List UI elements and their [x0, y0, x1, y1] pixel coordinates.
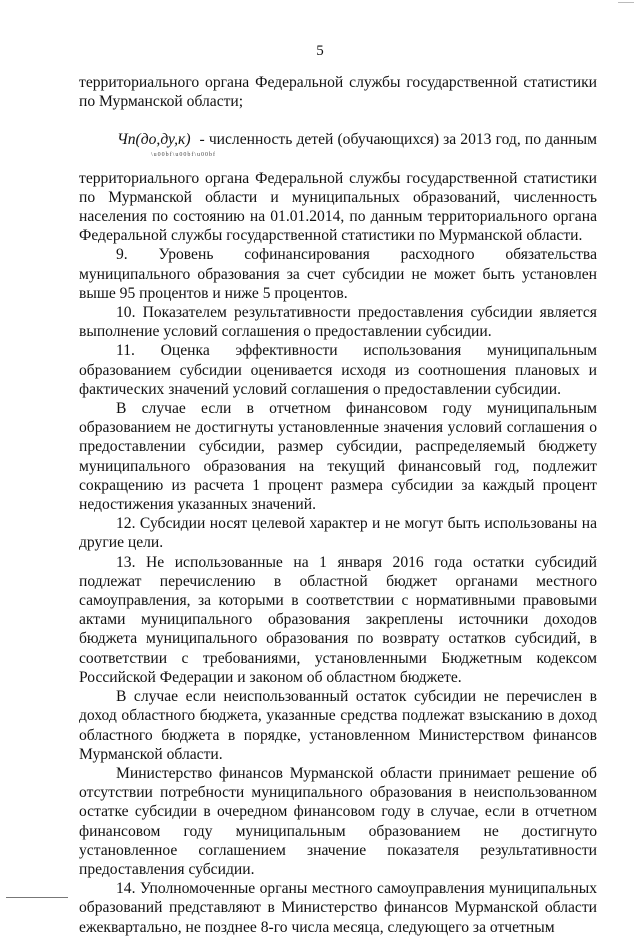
- page-number: 5: [316, 43, 324, 59]
- scan-artifact: [618, 2, 634, 3]
- intro-paragraph: территориального органа Федеральной службы государственной статистики по Мурманской области;: [79, 74, 597, 111]
- formula-definition: [79, 130, 597, 149]
- document-body: [79, 73, 597, 937]
- formula-symbol: Чп(до,ду,к): [117, 131, 191, 149]
- paragraph-11-reduction: В случае если в отчетном финансовом году муниципальным образованием не достигнуты установленные значения условий соглашения о предоставлении субсидии, размер субсидии, распределяемый бюджету муниципального образования на текущий финансовый год, подлежит сокращению из расчета 1 процент размера субсидии за каждый процент недостижения указанных значений.: [79, 400, 597, 514]
- paragraph-13: 13. Не использованные на 1 января 2016 года остатки субсидий подлежат перечислению в областной бюджет органами местного самоуправления, за которыми в соответствии с нормативными правовыми актами муниципального образования закреплены источники доходов бюджета муниципального образования по возврату остатков субсидий, в соответствии с требованиями, установленными Бюджетным кодексом Российской Федерации и законом об областном бюджете.: [79, 553, 597, 686]
- formula-description: - численность детей (обучающихся) за 2013 год, по данным: [199, 131, 597, 149]
- paragraph-12: 12. Субсидии носят целевой характер и не могут быть использованы на другие цели.: [79, 515, 597, 552]
- paragraph-11: 11. Оценка эффективности использования муниципальным образованием субсидии оценивается исходя из соотношения плановых и фактических значений условий соглашения о предоставлении субсидии.: [79, 342, 597, 398]
- paragraph-14: 14. Уполномоченные органы местного самоуправления муниципальных образований представляют в Министерство финансов Мурманской области ежеквартально, не позднее 8-го числа месяца, следующего за отчетным: [79, 880, 597, 936]
- formula-continuation: территориального органа Федеральной службы государственной статистики по Мурманской области и муниципальных образований, численность населения по состоянию на 01.01.2014, по данным территориального органа Федеральной службы государственной статистики по Мурманской области.: [79, 169, 597, 245]
- paragraph-10: 10. Показателем результативности предоставления субсидии является выполнение условий соглашения о предоставлении субсидии.: [79, 304, 597, 341]
- footer-rule: [6, 897, 68, 898]
- formula-subscript-mark: \u00bf\u00bf\u00bf: [151, 151, 216, 158]
- paragraph-13-ministry-decision: Министерство финансов Мурманской области принимает решение об отсутствии потребности муниципального образования в неиспользованном остатке субсидии в очередном финансовом году в случае, если в отчетном финансовом году муниципальным образованием не достигнуто установленное соглашением значение показателя результативности предоставления субсидии.: [79, 764, 597, 878]
- paragraph-13-recovery: В случае если неиспользованный остаток субсидии не перечислен в доход областного бюджета, указанные средства подлежат взысканию в доход областного бюджета в порядке, установленном Министерством финансов Мурманской области.: [79, 688, 597, 763]
- paragraph-9: 9. Уровень софинансирования расходного обязательства муниципального образования за счет субсидии не может быть установлен выше 95 процентов и ниже 5 процентов.: [79, 246, 597, 302]
